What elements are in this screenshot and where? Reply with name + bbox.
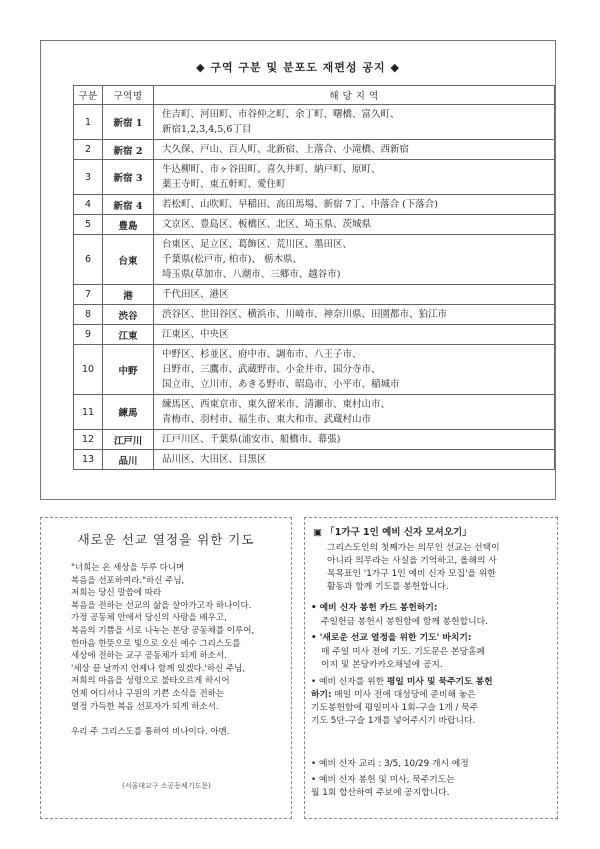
table-header-row [74, 86, 555, 105]
row-area: 中野区、杉並区、府中市、調布市、八王子市、 日野市、三鷹市、武蔵野市、小金井市、国分寺市、 国立市、立川市、あきる野市、昭島市、小平市、稲城市 [154, 345, 555, 395]
table-row [74, 105, 555, 140]
row-num: 4 [74, 195, 103, 215]
table-row [74, 305, 555, 325]
row-name: 練馬 [103, 395, 154, 430]
row-num: 13 [74, 450, 103, 470]
table-row [74, 450, 555, 470]
row-num: 8 [74, 305, 103, 325]
row-name: 港 [103, 285, 154, 305]
header-area: 해 당 지 역 [154, 86, 555, 105]
row-area: 台東区、足立区、葛飾区、荒川区、墨田区、 千葉県(松戸市, 柏市)、 栃木県、 埼玉県(草加市、八潮市、三郷市、越谷市) [154, 235, 555, 285]
row-area: 文京区、豊島区、板橋区、北区、埼玉県、茨城県 [154, 215, 555, 235]
table-row [74, 160, 555, 195]
region-notice-box [40, 40, 556, 500]
prayer-title: 새로운 선교 열정을 위한 기도 [77, 532, 255, 547]
row-area: 大久保、戸山、百人町、北新宿、上落合、小滝橋、西新宿 [154, 140, 555, 160]
row-name: 台東 [103, 235, 154, 285]
row-area: 住吉町、河田町、市谷仲之町、余丁町、曙橋、富久町、 新宿1,2,3,4,5,6丁目 [154, 105, 555, 140]
row-name: 江東 [103, 325, 154, 345]
row-num: 11 [74, 395, 103, 430]
header-num: 구분 [74, 86, 103, 105]
table-row [74, 430, 555, 450]
table-row [74, 215, 555, 235]
invite-intro: 그리스도인의 첫째가는 의무인 선교는 선택이 아니라 의무라는 사실을 기억하고, 올해의 사 목목표인 '1가구 1인 예비 신자 모집'을 위한 활동과 함께 기도를 봉헌합니다. [327, 543, 500, 592]
table-row [74, 140, 555, 160]
row-area: 江戸川区、千葉県(浦安市、船橋市、幕張) [154, 430, 555, 450]
prayer-box [40, 517, 292, 819]
invite-item-3-lead: • 예비 신자를 위한 [311, 677, 387, 687]
row-num: 7 [74, 285, 103, 305]
row-area: 牛込柳町、市ヶ谷田町、喜久井町、納戸町、原町、 薬王寺町、東五軒町、愛住町 [154, 160, 555, 195]
prayer-source: (서울대교구 소공동체기도문) [122, 782, 211, 790]
row-name: 渋谷 [103, 305, 154, 325]
table-row [74, 395, 555, 430]
header-name: 구역명 [103, 86, 154, 105]
table-row [74, 325, 555, 345]
table-row [74, 285, 555, 305]
row-area: 渋谷区、世田谷区、横浜市、川崎市、神奈川県、田園都市、狛江市 [154, 305, 555, 325]
prayer-body: "너희는 온 세상을 두루 다니며 복음을 선포하여라."하신 주님, 저희는 당신 말씀에 따라 복음을 전하는 선교의 삶을 살아가고자 하나이다. 가정 공동체 안에서 당신의 사랑을 배우고, 복음의 기쁨을 서로 나누는 본당 공동체를 이루어, 한마음 한뜻으로 빛으로 오신 예수 그리스도를 세상에 전하는 교구 공동체가 되게 하소서. '세상 끝 날까지 언제나 함께 있겠다.'하신 주님, 저희의 마음을 성령으로 불타오르게 하시어 언제 어디서나 구원의 기쁜 소식을 전하는 열정 가득한 복음 선포자가 되게 하소서. 우리 주 그리스도를 통하여 비나이다. 아멘. [71, 563, 255, 737]
table-row [74, 345, 555, 395]
invite-item-4: • 예비 신자 교리 : 3/5, 10/29 개시 예정 [311, 759, 469, 769]
invite-item-3-text: 매일 미사 전에 대성당에 준비해 놓은 기도봉헌함에 평일미사 1회-구슬 1개 / 묵주 기도 5단-구슬 1개를 넣어주시기 바랍니다. [311, 690, 479, 726]
row-num: 9 [74, 325, 103, 345]
row-name: 新宿 2 [103, 140, 154, 160]
invite-item-1-heading: • 예비 신자 봉헌 카드 봉헌하기: [311, 603, 438, 613]
invite-title: ▣ 「1가구 1인 예비 신자 모셔오기」 [313, 527, 472, 538]
row-area: 若松町、山吹町、早稲田、高田馬場、新宿 7丁、中落合 (下落合) [154, 195, 555, 215]
invite-item-3 [311, 676, 551, 728]
row-name: 江戸川 [103, 430, 154, 450]
invite-item-1-text: 주일헌금 봉헌시 봉헌함에 함께 봉헌합니다. [321, 617, 488, 627]
row-name: 豊島 [103, 215, 154, 235]
row-num: 1 [74, 105, 103, 140]
row-area: 江東区、中央区 [154, 325, 555, 345]
table-row [74, 235, 555, 285]
row-name: 新宿 3 [103, 160, 154, 195]
invite-box [304, 517, 558, 819]
row-num: 2 [74, 140, 103, 160]
invite-item-2-heading: • '새로운 선교 열정을 위한 기도' 바치기: [311, 633, 472, 643]
row-name: 新宿 1 [103, 105, 154, 140]
invite-item-5: • 예비 신자 봉헌 및 미사, 묵주기도는 월 1회 합산하여 주보에 공지합니다. [311, 775, 455, 798]
notice-title: ◆ 구역 구분 및 분포도 재편성 공지 ◆ [196, 61, 400, 74]
invite-item-3-heading: 평일 미사 및 묵주기도 봉헌 하기: [311, 677, 493, 700]
row-name: 新宿 4 [103, 195, 154, 215]
row-num: 6 [74, 235, 103, 285]
region-table [73, 85, 555, 470]
row-num: 3 [74, 160, 103, 195]
row-area: 練馬区、西東京市、東久留米市、清瀬市、東村山市、 青梅市、羽村市、福生市、東大和市、武蔵村山市 [154, 395, 555, 430]
invite-item-2-text: 매 주일 미사 전에 기도. 기도문은 본당홈페 이지 및 본당카카오채널에 공지. [321, 647, 486, 670]
table-row [74, 195, 555, 215]
row-name: 中野 [103, 345, 154, 395]
row-name: 品川 [103, 450, 154, 470]
row-num: 12 [74, 430, 103, 450]
row-num: 5 [74, 215, 103, 235]
row-area: 品川区、大田区、目黒区 [154, 450, 555, 470]
row-num: 10 [74, 345, 103, 395]
row-area: 千代田区、港区 [154, 285, 555, 305]
